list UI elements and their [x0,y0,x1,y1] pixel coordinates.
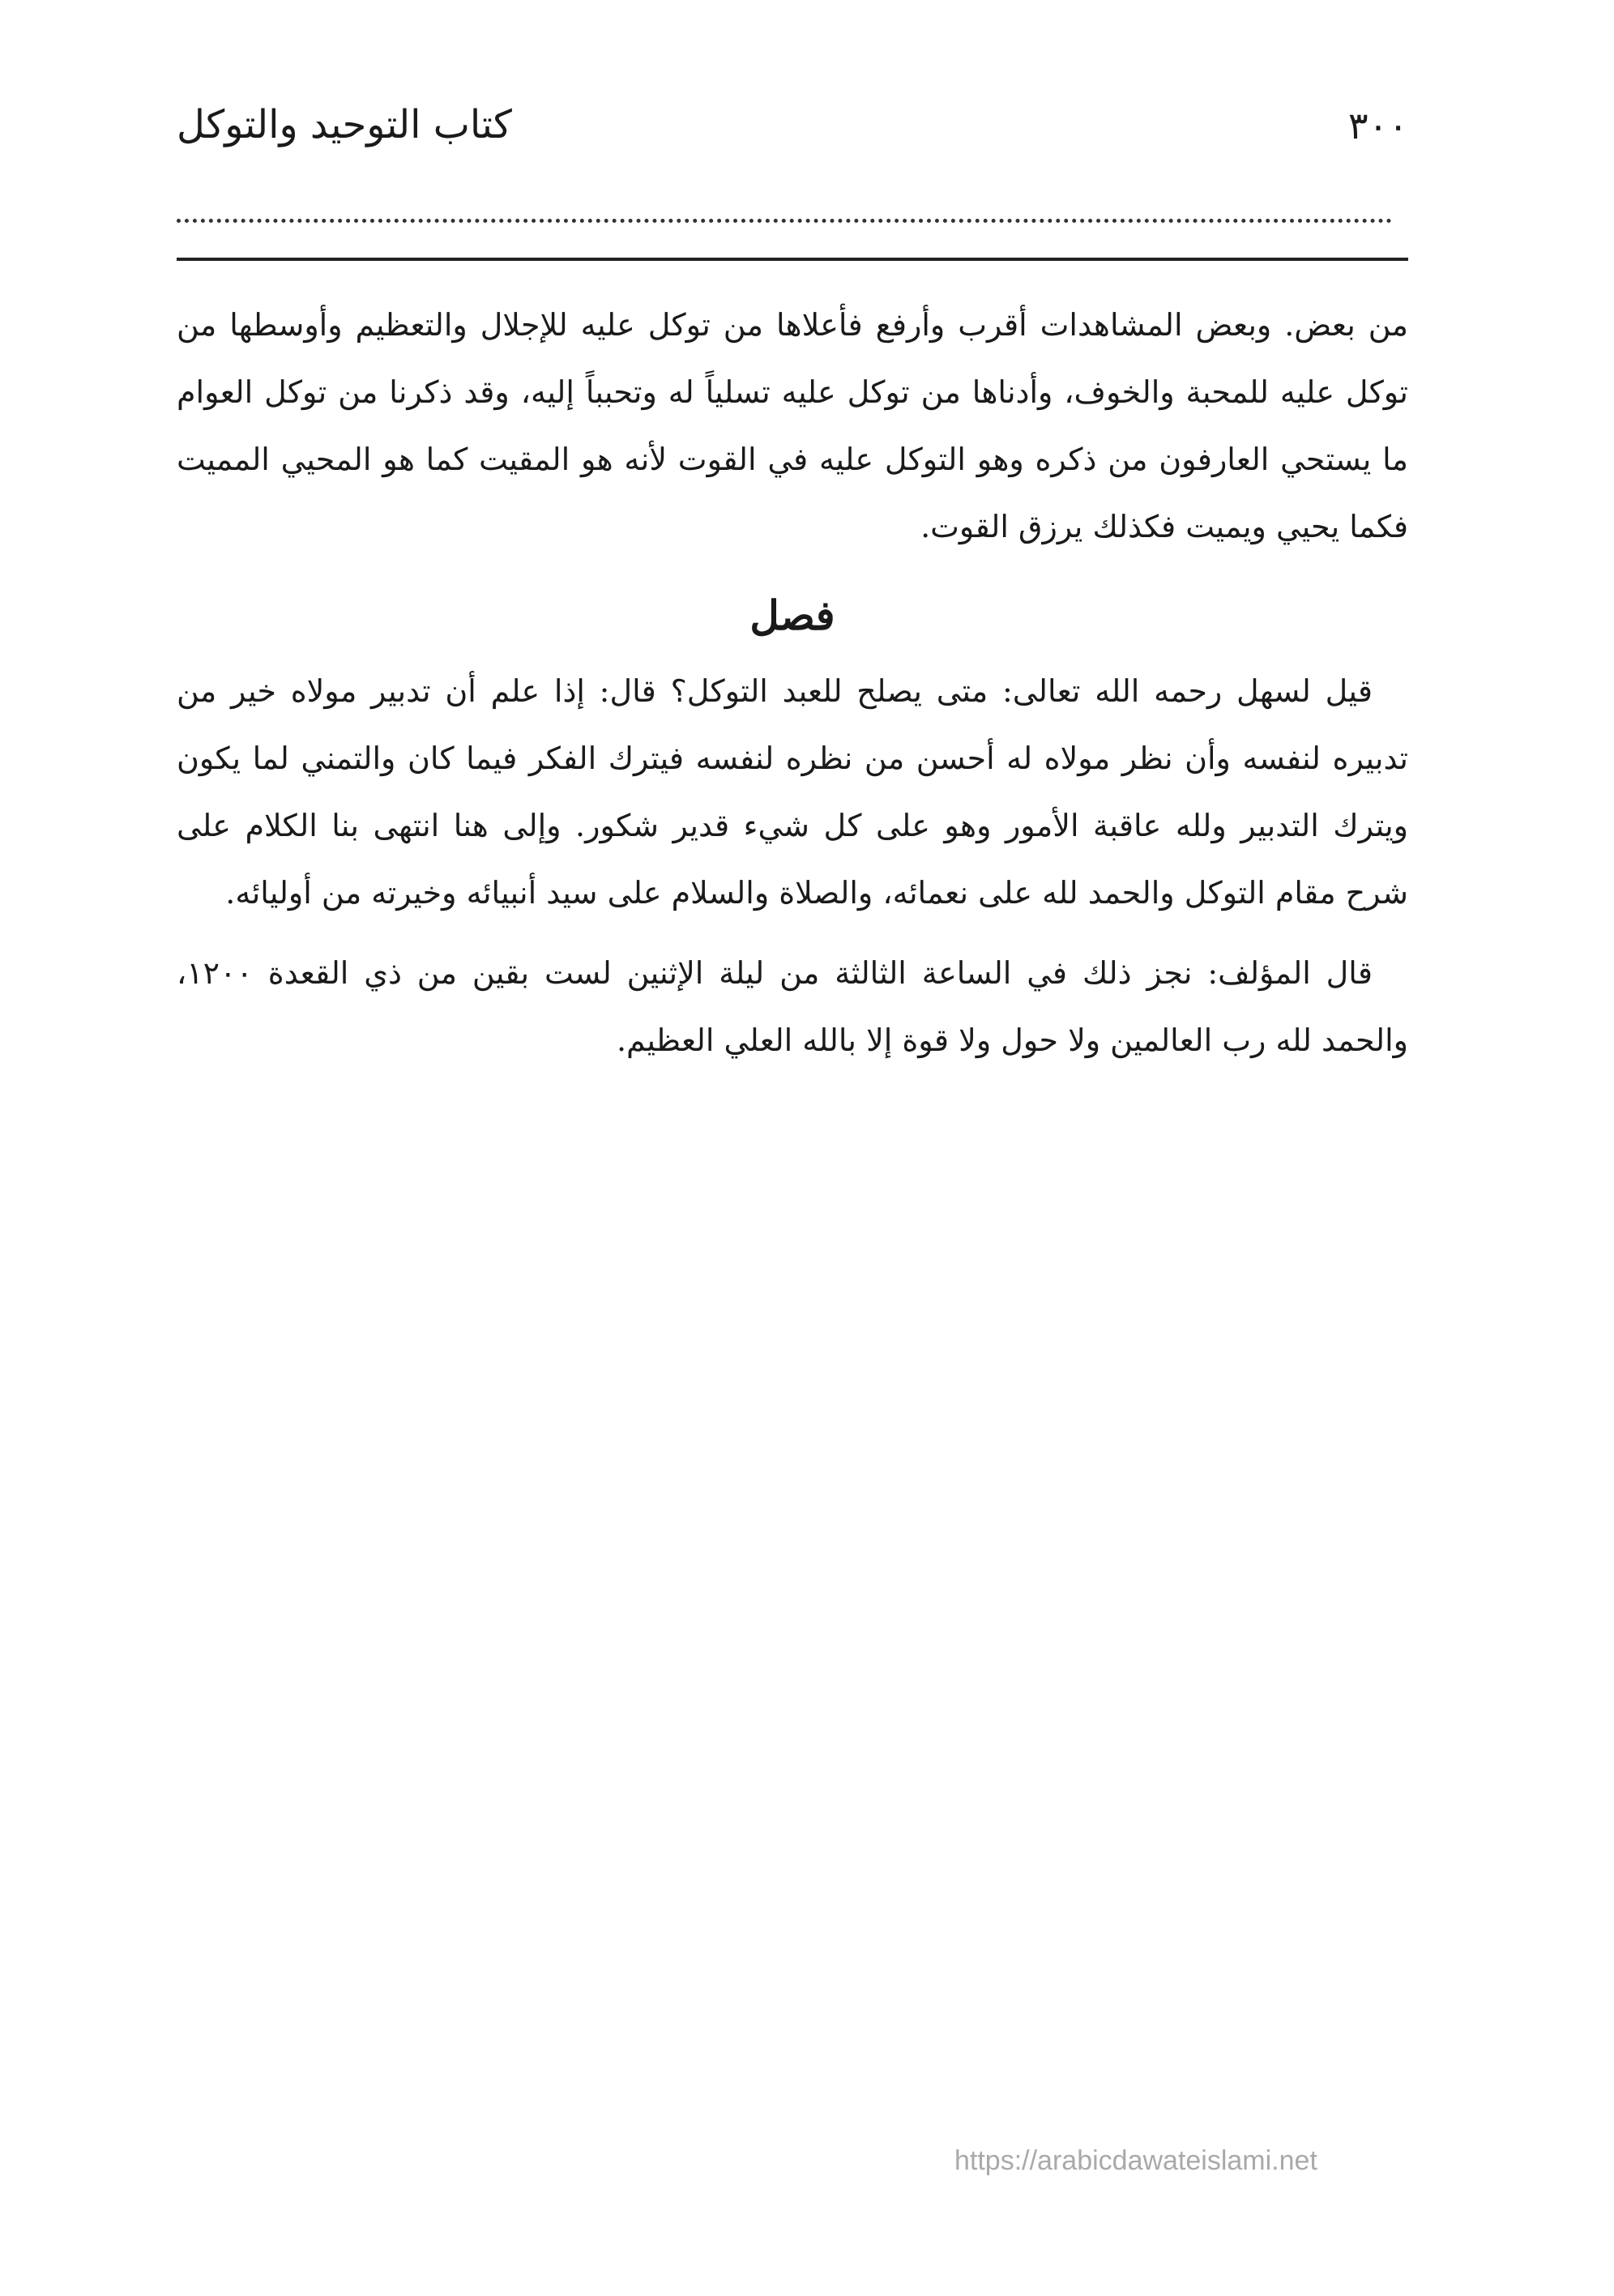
page-number: ٣٠٠ [1347,104,1408,147]
book-title: كتاب التوحيد والتوكل [177,102,512,147]
dotted-divider [177,219,1392,223]
paragraph-continuation: من بعض. وبعض المشاهدات أقرب وأرفع فأعلاها من توكل عليه للإجلال والتعظيم وأوسطها من توكل عليه للمحبة والخوف، وأدناها من توكل عليه تسلياً له وتحبباً إليه، وقد ذكرنا من توكل العوام ما يستحي العارفون من ذكره وهو التوكل عليه في القوت لأنه هو المقيت كما هو المحيي المميت فكما يحيي ويميت فكذلك يرزق القوت. [177,307,1408,544]
header-divider [177,258,1408,261]
paragraph-sahl: قيل لسهل رحمه الله تعالى: متى يصلح للعبد التوكل؟ قال: إذا علم أن تدبير مولاه خير من تدبيره لنفسه وأن نظر مولاه له أحسن من نظره لنفسه فيترك الفكر فيما كان والتمني لما يكون ويترك التدبير ولله عاقبة الأمور وهو على كل شيء قدير شكور. وإلى هنا انتهى بنا الكلام على شرح مقام التوكل والحمد لله على نعمائه، والصلاة والسلام على سيد أنبيائه وخيرته من أوليائه. [177,673,1408,911]
watermark-url: https://arabicdawateislami.net [954,2145,1317,2176]
page-header [177,97,1408,170]
main-text [177,292,1408,1074]
paragraph-author-colophon: قال المؤلف: نجز ذلك في الساعة الثالثة من ليلة الإثنين لست بقين من ذي القعدة ١٢٠٠، والحمد لله رب العالمين ولا حول ولا قوة إلا بالله العلي العظيم. [177,955,1408,1058]
section-title: فصل [749,591,835,639]
